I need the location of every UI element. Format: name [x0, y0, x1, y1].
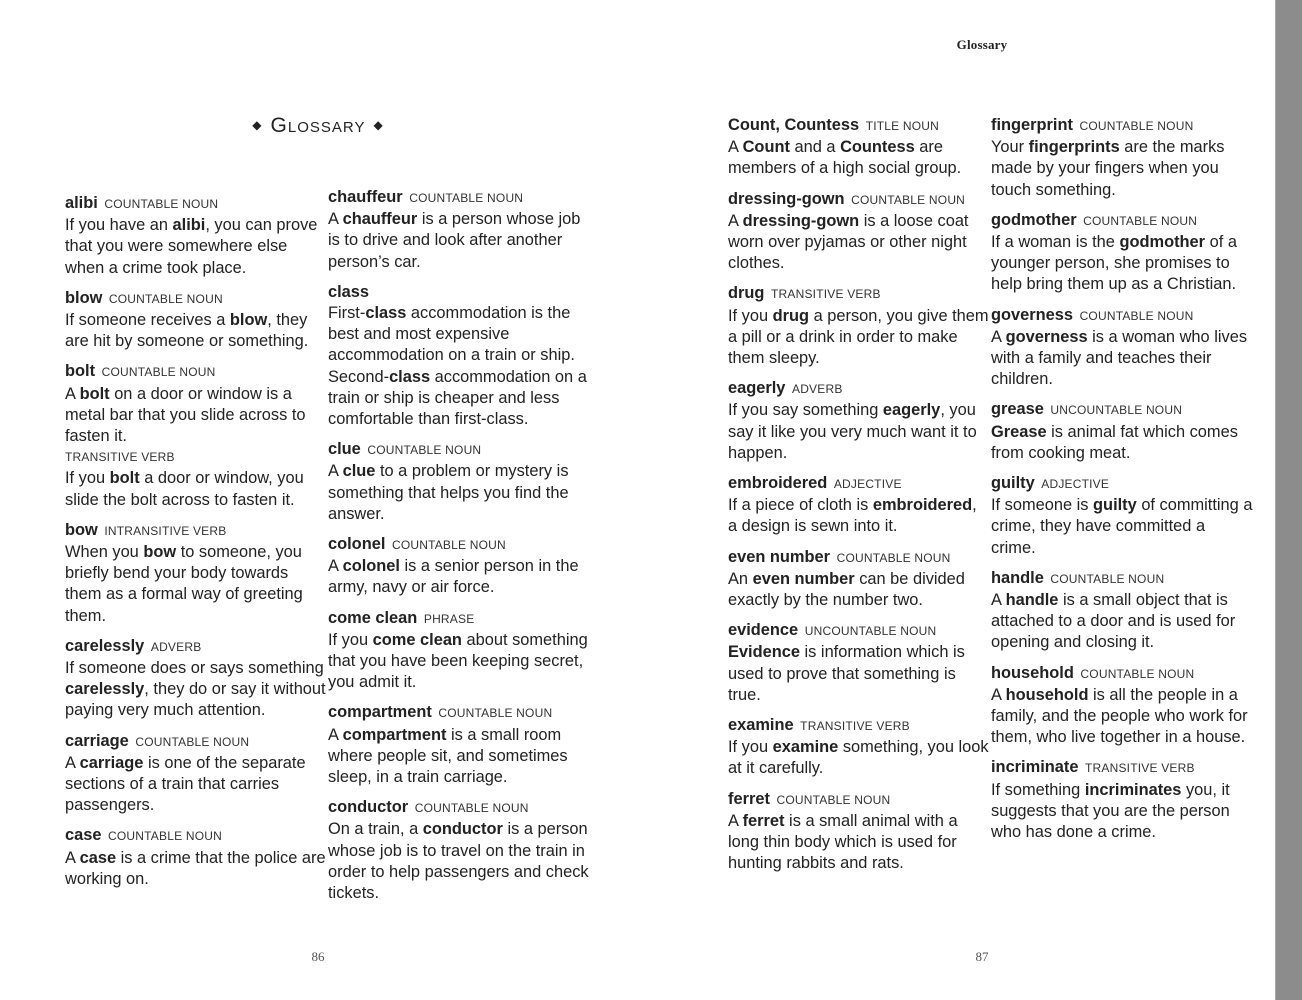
part-of-speech: COUNTABLE NOUN	[1079, 119, 1194, 133]
definition: If you drug a person, you give them a pill or a drink in order to make them sleepy.	[728, 306, 989, 368]
definition-keyword: bolt	[109, 469, 140, 488]
definition: If you come clean about something that you have been keeping secret, you admit it.	[328, 630, 588, 692]
entry-headline	[728, 789, 990, 811]
definition: If someone receives a blow, they are hit by someone or something.	[65, 311, 309, 351]
headword: compartment	[328, 703, 432, 722]
glossary-entry	[328, 797, 590, 904]
entry-headline	[991, 757, 1253, 779]
part-of-speech: COUNTABLE NOUN	[101, 365, 216, 380]
part-of-speech: COUNTABLE NOUN	[438, 706, 553, 721]
entry-headline	[728, 620, 990, 642]
headword: class	[328, 282, 370, 301]
definition-keyword: carelessly	[65, 680, 145, 699]
definition-keyword: case	[79, 848, 117, 867]
headword: even number	[728, 547, 831, 566]
entry-headline	[65, 288, 327, 310]
definition-keyword: conductor	[422, 820, 503, 839]
running-head: Glossary	[956, 37, 1008, 52]
definition: A compartment is a small room where people sit, and sometimes sleep, in a train carriage.	[328, 725, 568, 787]
part-of-speech: ADVERB	[150, 639, 202, 654]
glossary-entry	[328, 534, 590, 599]
definition: On a train, a conductor is a person whose job is to travel on the train in order to help passengers and check tickets.	[328, 820, 589, 903]
headword: case	[65, 826, 102, 845]
part-of-speech: TRANSITIVE VERB	[800, 719, 910, 734]
part-of-speech: COUNTABLE NOUN	[1050, 571, 1165, 586]
definition: If a woman is the godmother of a younger person, she promises to help bring them up as a Christian.	[991, 233, 1237, 294]
glossary-entry	[991, 115, 1253, 201]
definition-keyword: dressing-gown	[742, 211, 860, 230]
glossary-entry	[728, 620, 990, 706]
definition-keyword: embroidered	[872, 496, 973, 515]
headword: colonel	[328, 535, 386, 554]
entry-headline	[728, 283, 990, 305]
definition-keyword: godmother	[1119, 233, 1206, 252]
entry-headline	[728, 115, 990, 137]
glossary-column-3	[728, 115, 990, 884]
glossary-entry	[65, 288, 327, 353]
glossary-entry	[65, 825, 327, 890]
glossary-entry	[328, 187, 590, 273]
part-of-speech: COUNTABLE NOUN	[108, 829, 222, 844]
glossary-entry	[991, 473, 1253, 559]
part-of-speech: COUNTABLE NOUN	[836, 550, 951, 565]
entry-headline	[328, 702, 590, 724]
definition: If you bolt a door or window, you slide the bolt across to fasten it.	[65, 469, 304, 509]
entry-headline	[728, 378, 990, 400]
part-of-speech: ADJECTIVE	[833, 477, 902, 492]
entry-headline	[991, 473, 1253, 495]
definition: If someone is guilty of committing a crime, they have committed a crime.	[991, 496, 1253, 557]
entry-headline	[728, 715, 990, 737]
glossary-column-4	[991, 115, 1253, 852]
entry-headline	[65, 636, 327, 658]
definition: A chauffeur is a person whose job is to drive and look after another person’s car.	[328, 210, 581, 271]
headword: guilty	[991, 474, 1035, 493]
part-of-speech: COUNTABLE NOUN	[414, 801, 529, 816]
entry-headline	[728, 189, 990, 211]
glossary-entry	[728, 789, 990, 875]
page-number-right: 87	[975, 949, 989, 964]
definition: A household is all the people in a family, and the people who work for them, who live together in a house.	[991, 685, 1248, 747]
part-of-speech: COUNTABLE NOUN	[776, 792, 891, 807]
definition-keyword: eagerly	[882, 401, 941, 420]
headword: grease	[991, 400, 1044, 419]
headword: blow	[65, 288, 103, 307]
definition-keyword: class	[365, 304, 407, 323]
headword: household	[991, 663, 1074, 682]
headword: conductor	[328, 798, 409, 817]
headword: evidence	[728, 621, 799, 640]
diamond-ornament-icon: ◆	[373, 118, 384, 132]
part-of-speech: COUNTABLE NOUN	[1083, 213, 1198, 228]
definition: A dressing-gown is a loose coat worn over pyjamas or other night clothes.	[728, 211, 969, 273]
glossary-entry	[65, 520, 327, 627]
headword: Count, Countess	[728, 116, 860, 134]
definition-keyword: handle	[1005, 591, 1059, 610]
definition-keyword: guilty	[1093, 496, 1137, 515]
definition: A carriage is one of the separate sections of a train that carries passengers.	[65, 753, 306, 815]
definition-keyword: ferret	[742, 811, 785, 830]
entry-headline	[328, 534, 590, 556]
definition: Evidence is information which is used to prove that something is true.	[728, 643, 965, 704]
headword: fingerprint	[991, 116, 1073, 134]
glossary-entry	[328, 608, 590, 694]
glossary-entry	[65, 193, 327, 279]
definition-keyword: blow	[229, 311, 268, 330]
part-of-speech: ADJECTIVE	[1041, 477, 1110, 492]
definition-keyword: alibi	[172, 216, 206, 235]
headword: godmother	[991, 210, 1077, 229]
entry-headline	[728, 473, 990, 495]
part-of-speech: UNCOUNTABLE NOUN	[1050, 403, 1183, 418]
entry-headline	[991, 115, 1253, 137]
part-of-speech: COUNTABLE NOUN	[367, 443, 482, 458]
part-of-speech: COUNTABLE NOUN	[1080, 666, 1195, 681]
part-of-speech: COUNTABLE NOUN	[108, 291, 223, 306]
headword: carriage	[65, 731, 129, 750]
definition-keyword: compartment	[342, 725, 447, 744]
diamond-ornament-icon: ◆	[252, 118, 263, 132]
headword: clue	[328, 440, 361, 459]
definition-keyword: colonel	[342, 557, 400, 576]
definition-keyword: bolt	[79, 384, 110, 403]
headword: ferret	[728, 789, 770, 808]
definition: An even number can be divided exactly by the number two.	[728, 569, 965, 610]
glossary-entry	[328, 282, 590, 430]
definition: If a piece of cloth is embroidered, a design is sewn into it.	[728, 496, 977, 536]
page-title	[200, 114, 436, 138]
glossary-entry	[328, 439, 590, 525]
headword: handle	[991, 568, 1044, 587]
definition: A handle is a small object that is attached to a door and is used for opening and closing it.	[991, 591, 1236, 652]
definition-keyword: drug	[772, 306, 810, 325]
definition: If someone does or says something carelessly, they do or say it without paying very much attention.	[65, 659, 326, 720]
definition: Grease is animal fat which comes from cooking meat.	[991, 422, 1238, 462]
entry-headline	[328, 187, 590, 209]
definition: If you examine something, you look at it carefully.	[728, 738, 989, 778]
definition: A case is a crime that the police are working on.	[65, 848, 326, 888]
definition-keyword: clue	[342, 462, 376, 481]
definition: A ferret is a small animal with a long thin body which is used for hunting rabbits and rats.	[728, 811, 958, 873]
glossary-entry	[991, 568, 1253, 654]
definition-keyword: Count	[742, 138, 790, 157]
definition: If you say something eagerly, you say it like you very much want it to happen.	[728, 401, 977, 462]
entry-headline	[991, 305, 1253, 327]
glossary-entry	[728, 189, 990, 275]
glossary-entry	[728, 115, 990, 180]
part-of-speech: TITLE NOUN	[865, 119, 940, 133]
entry-headline	[65, 520, 327, 542]
definition-keyword: class	[389, 367, 431, 386]
headword: bow	[65, 520, 98, 539]
glossary-entry	[991, 399, 1253, 464]
part-of-speech: COUNTABLE NOUN	[1079, 308, 1194, 323]
part-of-speech: UNCOUNTABLE NOUN	[804, 624, 937, 639]
entry-headline	[65, 731, 327, 753]
part-of-speech: COUNTABLE NOUN	[409, 191, 524, 205]
entry-headline	[991, 399, 1253, 421]
definition: A Count and a Countess are members of a high social group.	[728, 138, 962, 178]
definition-keyword: chauffeur	[342, 210, 418, 229]
glossary-entry	[728, 473, 990, 538]
headword: eagerly	[728, 379, 786, 398]
definition-keyword: Evidence	[728, 643, 800, 662]
page-number-left: 86	[311, 949, 325, 964]
entry-headline	[991, 210, 1253, 232]
part-of-speech: TRANSITIVE VERB	[770, 287, 881, 302]
definition: Your fingerprints are the marks made by your fingers when you touch something.	[991, 138, 1225, 199]
headword: drug	[728, 284, 765, 303]
glossary-entry	[728, 547, 990, 612]
headword: alibi	[65, 194, 98, 212]
definition-keyword: examine	[772, 738, 839, 757]
part-of-speech: INTRANSITIVE VERB	[104, 523, 227, 538]
definition-keyword: Grease	[991, 422, 1047, 441]
glossary-column-2	[328, 187, 590, 913]
glossary-entry	[991, 305, 1253, 391]
page-title-text: Glossary	[270, 114, 366, 137]
definition: A governess is a woman who lives with a family and teaches their children.	[991, 327, 1248, 389]
definition-keyword: fingerprints	[1028, 138, 1120, 157]
part-of-speech: COUNTABLE NOUN	[104, 197, 219, 211]
glossary-entry	[65, 361, 327, 510]
part-of-speech: TRANSITIVE VERB	[65, 450, 175, 465]
part-of-speech: PHRASE	[423, 611, 475, 626]
definition-keyword: Countess	[840, 138, 915, 157]
glossary-entry	[991, 210, 1253, 296]
definition: If something incriminates you, it suggests that you are the person who has done a crime.	[991, 780, 1230, 842]
definition-keyword: governess	[1005, 327, 1088, 346]
definition: A clue to a problem or mystery is something that helps you find the answer.	[328, 462, 569, 523]
entry-headline	[65, 361, 327, 383]
part-of-speech: COUNTABLE NOUN	[391, 538, 506, 553]
definition-keyword: incriminates	[1084, 780, 1182, 799]
headword: carelessly	[65, 636, 145, 655]
headword: chauffeur	[328, 188, 403, 206]
glossary-entry	[728, 283, 990, 369]
definition-keyword: household	[1005, 685, 1089, 704]
headword: governess	[991, 305, 1073, 324]
glossary-entry	[991, 757, 1253, 843]
headword: dressing-gown	[728, 189, 845, 208]
definition: If you have an alibi, you can prove that you were somewhere else when a crime took place.	[65, 216, 318, 277]
definition-keyword: even number	[752, 569, 855, 588]
definition: When you bow to someone, you briefly bend your body towards them as a formal way of greeting them.	[65, 543, 303, 625]
part-of-speech: COUNTABLE NOUN	[851, 192, 966, 207]
part-of-speech: COUNTABLE NOUN	[135, 734, 250, 749]
entry-headline	[728, 547, 990, 569]
entry-headline	[328, 439, 590, 461]
headword: embroidered	[728, 474, 828, 493]
glossary-column-1	[65, 193, 327, 899]
definition-keyword: come clean	[372, 630, 462, 649]
entry-headline	[65, 193, 327, 215]
headword: examine	[728, 716, 794, 735]
definition-keyword: carriage	[79, 753, 144, 772]
entry-headline	[65, 825, 327, 847]
entry-headline	[991, 663, 1253, 685]
headword: incriminate	[991, 758, 1079, 777]
entry-headline	[328, 608, 590, 630]
headword: come clean	[328, 608, 418, 627]
headword: bolt	[65, 362, 96, 381]
entry-headline	[991, 568, 1253, 590]
entry-headline	[328, 797, 590, 819]
page-edge-strip	[1275, 0, 1302, 1000]
glossary-entry	[328, 702, 590, 788]
part-of-speech: ADVERB	[791, 382, 843, 397]
glossary-entry	[65, 731, 327, 817]
entry-headline	[328, 282, 590, 303]
part-of-speech: TRANSITIVE VERB	[1085, 761, 1195, 776]
glossary-entry	[65, 636, 327, 722]
glossary-entry	[991, 663, 1253, 749]
definition: A colonel is a senior person in the army, navy or air force.	[328, 557, 579, 597]
definition: First-class accommodation is the best and most expensive accommodation on a train or ship. Second-class accommodation on a train or ship is cheaper and less comfortable than first-class.	[328, 304, 587, 429]
definition: A bolt on a door or window is a metal bar that you slide across to fasten it.	[65, 384, 306, 446]
definition-keyword: bow	[143, 543, 177, 562]
glossary-entry	[728, 715, 990, 780]
glossary-entry	[728, 378, 990, 464]
